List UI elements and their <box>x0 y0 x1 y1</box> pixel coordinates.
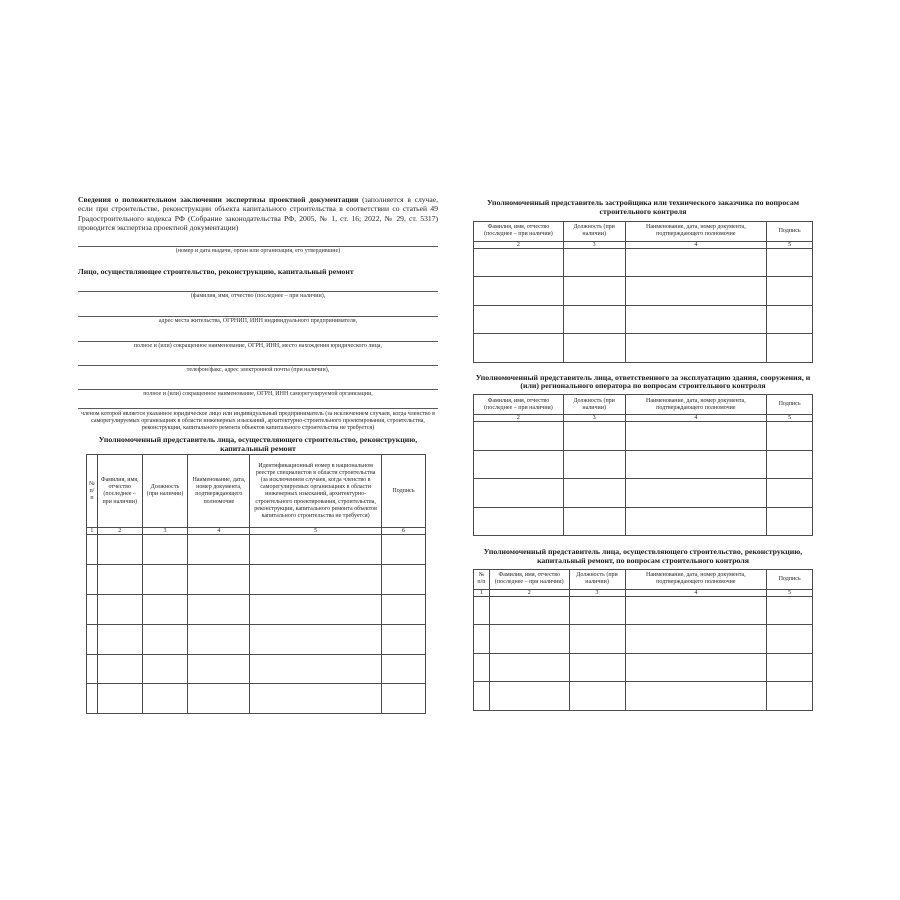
empty-cell <box>142 684 188 714</box>
column-header: Должность (при наличии) <box>142 455 188 528</box>
empty-cell <box>188 565 250 595</box>
empty-cell <box>474 305 564 334</box>
column-number: 4 <box>188 528 250 535</box>
left-page <box>78 195 438 714</box>
column-header: № п/п <box>474 569 490 589</box>
table-row <box>474 479 813 508</box>
sro-membership-note: членом которой является указанное юридическое лицо или индивидуальный предприниматель (за исключением случаев, когда членство в саморегулируемых организациях в области инженерных изысканий, архитектурно-строительного проектирования, строительства, реконструкции, капитального ремонта объектов капитального строительства не требуется) <box>80 410 436 432</box>
empty-cell <box>625 625 767 654</box>
field-line <box>78 291 438 292</box>
field-caption: адрес места жительства, ОГРНИП, ИНН индивидуального предпринимателя, <box>158 317 358 324</box>
column-header: Фамилия, имя, отчество (последнее – при наличии) <box>489 569 569 589</box>
column-number: 3 <box>563 415 625 422</box>
empty-cell <box>142 535 188 565</box>
empty-cell <box>87 595 98 625</box>
field-line <box>78 389 438 390</box>
control-table-container <box>473 569 813 711</box>
table-row <box>474 450 813 479</box>
empty-cell <box>625 334 767 363</box>
empty-cell <box>625 653 767 682</box>
table-row <box>87 624 426 654</box>
column-number: 2 <box>474 241 564 248</box>
form-table <box>86 454 426 714</box>
column-number: 3 <box>563 241 625 248</box>
column-number: 4 <box>625 415 767 422</box>
empty-cell <box>569 596 625 625</box>
empty-cell <box>625 507 767 536</box>
field-caption: телефон/факс, адрес электронной почты (при наличии), <box>186 366 330 373</box>
empty-cell <box>474 422 564 451</box>
empty-cell <box>87 624 98 654</box>
table-row <box>474 248 813 277</box>
blank-field <box>78 341 438 350</box>
field-line <box>78 408 438 409</box>
column-header: Наименование, дата, номер документа, подтверждающего полномочие <box>188 455 250 528</box>
header-row <box>474 221 813 241</box>
form-table <box>473 394 813 536</box>
empty-cell <box>563 305 625 334</box>
column-number: 3 <box>142 528 188 535</box>
column-number: 1 <box>87 528 98 535</box>
empty-cell <box>97 624 142 654</box>
empty-cell <box>563 422 625 451</box>
empty-cell <box>142 595 188 625</box>
empty-cell <box>563 450 625 479</box>
field-caption: (фамилия, имя, отчество (последнее – при наличии), <box>190 292 326 299</box>
empty-cell <box>563 334 625 363</box>
field-caption: полное и (или) сокращенное наименование, ОГРН, ИНН саморегулируемой организации, <box>143 390 373 397</box>
column-number-row <box>87 528 426 535</box>
table-row <box>87 684 426 714</box>
column-header: Фамилия, имя, отчество (последнее – при наличии) <box>474 221 564 241</box>
empty-cell <box>188 684 250 714</box>
column-header: Должность (при наличии) <box>569 569 625 589</box>
empty-cell <box>250 624 382 654</box>
empty-cell <box>142 565 188 595</box>
empty-cell <box>767 479 813 508</box>
column-header: Должность (при наличии) <box>563 395 625 415</box>
empty-cell <box>188 654 250 684</box>
column-number-row <box>474 241 813 248</box>
empty-cell <box>381 565 425 595</box>
empty-cell <box>381 595 425 625</box>
empty-cell <box>625 277 767 306</box>
empty-cell <box>381 624 425 654</box>
empty-cell <box>474 248 564 277</box>
empty-cell <box>767 596 813 625</box>
empty-cell <box>381 654 425 684</box>
column-number: 1 <box>474 589 490 596</box>
blank-field <box>78 389 438 398</box>
field-line <box>78 365 438 366</box>
empty-cell <box>188 595 250 625</box>
empty-cell <box>569 653 625 682</box>
empty-cell <box>767 334 813 363</box>
empty-cell <box>625 422 767 451</box>
column-number: 5 <box>767 589 813 596</box>
empty-cell <box>625 682 767 711</box>
empty-cell <box>188 535 250 565</box>
empty-cell <box>489 625 569 654</box>
column-header: Подпись <box>767 395 813 415</box>
table-row <box>87 595 426 625</box>
empty-cell <box>87 535 98 565</box>
column-header: Фамилия, имя, отчество (последнее – при наличии) <box>97 455 142 528</box>
column-number: 4 <box>625 241 767 248</box>
control-table-container <box>473 221 813 363</box>
field-line <box>78 246 438 247</box>
empty-cell <box>250 565 382 595</box>
empty-cell <box>625 596 767 625</box>
empty-cell <box>767 305 813 334</box>
column-header: Должность (при наличии) <box>563 221 625 241</box>
control-table-title: Уполномоченный представитель застройщика или технического заказчика по вопросам строительного контроля <box>486 198 800 216</box>
empty-cell <box>250 684 382 714</box>
empty-cell <box>97 565 142 595</box>
column-number: 5 <box>767 241 813 248</box>
table-row <box>474 682 813 711</box>
empty-cell <box>188 624 250 654</box>
empty-cell <box>474 507 564 536</box>
empty-cell <box>87 654 98 684</box>
empty-cell <box>767 422 813 451</box>
rep-table-container <box>86 454 426 714</box>
table-row <box>474 305 813 334</box>
empty-cell <box>489 653 569 682</box>
right-page <box>473 199 813 711</box>
empty-cell <box>767 248 813 277</box>
table-row <box>474 596 813 625</box>
empty-cell <box>767 653 813 682</box>
header-row <box>87 455 426 528</box>
form-table <box>473 569 813 711</box>
expertise-paragraph <box>78 195 438 233</box>
table-row <box>87 565 426 595</box>
empty-cell <box>569 682 625 711</box>
blank-field <box>78 291 438 300</box>
column-number: 5 <box>767 415 813 422</box>
table-row <box>474 625 813 654</box>
column-header: Фамилия, имя, отчество (последнее – при наличии) <box>474 395 564 415</box>
table-row <box>474 422 813 451</box>
column-number: 2 <box>474 415 564 422</box>
empty-cell <box>250 654 382 684</box>
table-row <box>474 277 813 306</box>
empty-cell <box>767 625 813 654</box>
column-number: 2 <box>97 528 142 535</box>
control-table-title: Уполномоченный представитель лица, осуществляющего строительство, реконструкцию, капитальный ремонт, по вопросам строительного контроля <box>483 547 803 565</box>
field-caption: полное и (или) сокращенное наименование, ОГРН, ИНН, место нахождения юридического лица, <box>134 342 382 349</box>
empty-cell <box>474 653 490 682</box>
empty-cell <box>381 535 425 565</box>
empty-cell <box>569 625 625 654</box>
empty-cell <box>97 684 142 714</box>
empty-cell <box>767 682 813 711</box>
column-number-row <box>474 415 813 422</box>
column-header: Наименование, дата, номер документа, подтверждающего полномочие <box>625 221 767 241</box>
blank-field <box>78 365 438 374</box>
empty-cell <box>474 596 490 625</box>
empty-cell <box>87 684 98 714</box>
blank-field <box>78 246 438 255</box>
column-number: 3 <box>569 589 625 596</box>
empty-cell <box>97 654 142 684</box>
column-number-row <box>474 589 813 596</box>
empty-cell <box>625 305 767 334</box>
header-row <box>474 395 813 415</box>
control-table-title: Уполномоченный представитель лица, ответственного за эксплуатацию здания, сооружения, и (или) регионального оператора по вопросам строительного контроля <box>475 372 811 391</box>
empty-cell <box>767 507 813 536</box>
empty-cell <box>489 682 569 711</box>
column-header: № п/п <box>87 455 98 528</box>
column-number: 2 <box>489 589 569 596</box>
table-row <box>87 654 426 684</box>
table-row <box>87 535 426 565</box>
column-header: Подпись <box>767 221 813 241</box>
field-line <box>78 341 438 342</box>
field-line <box>78 316 438 317</box>
field-caption: (номер и дата выдачи, орган или организация, его утвердившие) <box>175 247 341 254</box>
empty-cell <box>474 277 564 306</box>
table-row <box>474 507 813 536</box>
column-number: 5 <box>250 528 382 535</box>
empty-cell <box>142 624 188 654</box>
empty-cell <box>474 450 564 479</box>
empty-cell <box>563 479 625 508</box>
empty-cell <box>474 625 490 654</box>
empty-cell <box>625 248 767 277</box>
column-header: Наименование, дата, номер документа, подтверждающего полномочие <box>625 569 767 589</box>
table-row <box>474 653 813 682</box>
control-table-container <box>473 394 813 536</box>
empty-cell <box>767 450 813 479</box>
table-row <box>474 334 813 363</box>
empty-cell <box>250 535 382 565</box>
empty-cell <box>474 682 490 711</box>
column-number: 4 <box>625 589 767 596</box>
empty-cell <box>625 479 767 508</box>
rep-table-title: Уполномоченный представитель лица, осуществляющего строительство, реконструкцию, капитальный ремонт <box>98 434 418 453</box>
expertise-paragraph-bold: Сведения о положительном заключении экспертизы проектной документации <box>78 195 359 204</box>
expertise-paragraph-rest: (заполняется в случае, если при строительстве, реконструкции объекта капитального строительства в соответствии со статьей 49 Градостроительного кодекса РФ (Собрание законодательства РФ, 2005, № 1, ст. 16; 2022, № 29, ст. 5317) проводится экспертиза проектной документации) <box>78 195 438 233</box>
empty-cell <box>563 507 625 536</box>
blank-field <box>78 316 438 325</box>
empty-cell <box>250 595 382 625</box>
empty-cell <box>563 277 625 306</box>
column-header: Подпись <box>381 455 425 528</box>
column-header: Идентификационный номер в национальном реестре специалистов в области строительства (за исключением случаев, когда членство в саморегулируемых организациях в области инженерных изысканий, архитектурно-строительного проектирования, строительства, реконструкции, капитального ремонта объектов капитального строительства не требуется) <box>250 455 382 528</box>
form-table <box>473 221 813 363</box>
empty-cell <box>97 535 142 565</box>
empty-cell <box>563 248 625 277</box>
builder-heading: Лицо, осуществляющее строительство, реконструкцию, капитальный ремонт <box>78 266 354 276</box>
empty-cell <box>767 277 813 306</box>
header-row <box>474 569 813 589</box>
empty-cell <box>474 334 564 363</box>
empty-cell <box>625 450 767 479</box>
column-header: Наименование, дата, номер документа, подтверждающего полномочие <box>625 395 767 415</box>
column-number: 6 <box>381 528 425 535</box>
empty-cell <box>87 565 98 595</box>
empty-cell <box>97 595 142 625</box>
empty-cell <box>142 654 188 684</box>
empty-cell <box>381 684 425 714</box>
empty-cell <box>474 479 564 508</box>
empty-cell <box>489 596 569 625</box>
column-header: Подпись <box>767 569 813 589</box>
